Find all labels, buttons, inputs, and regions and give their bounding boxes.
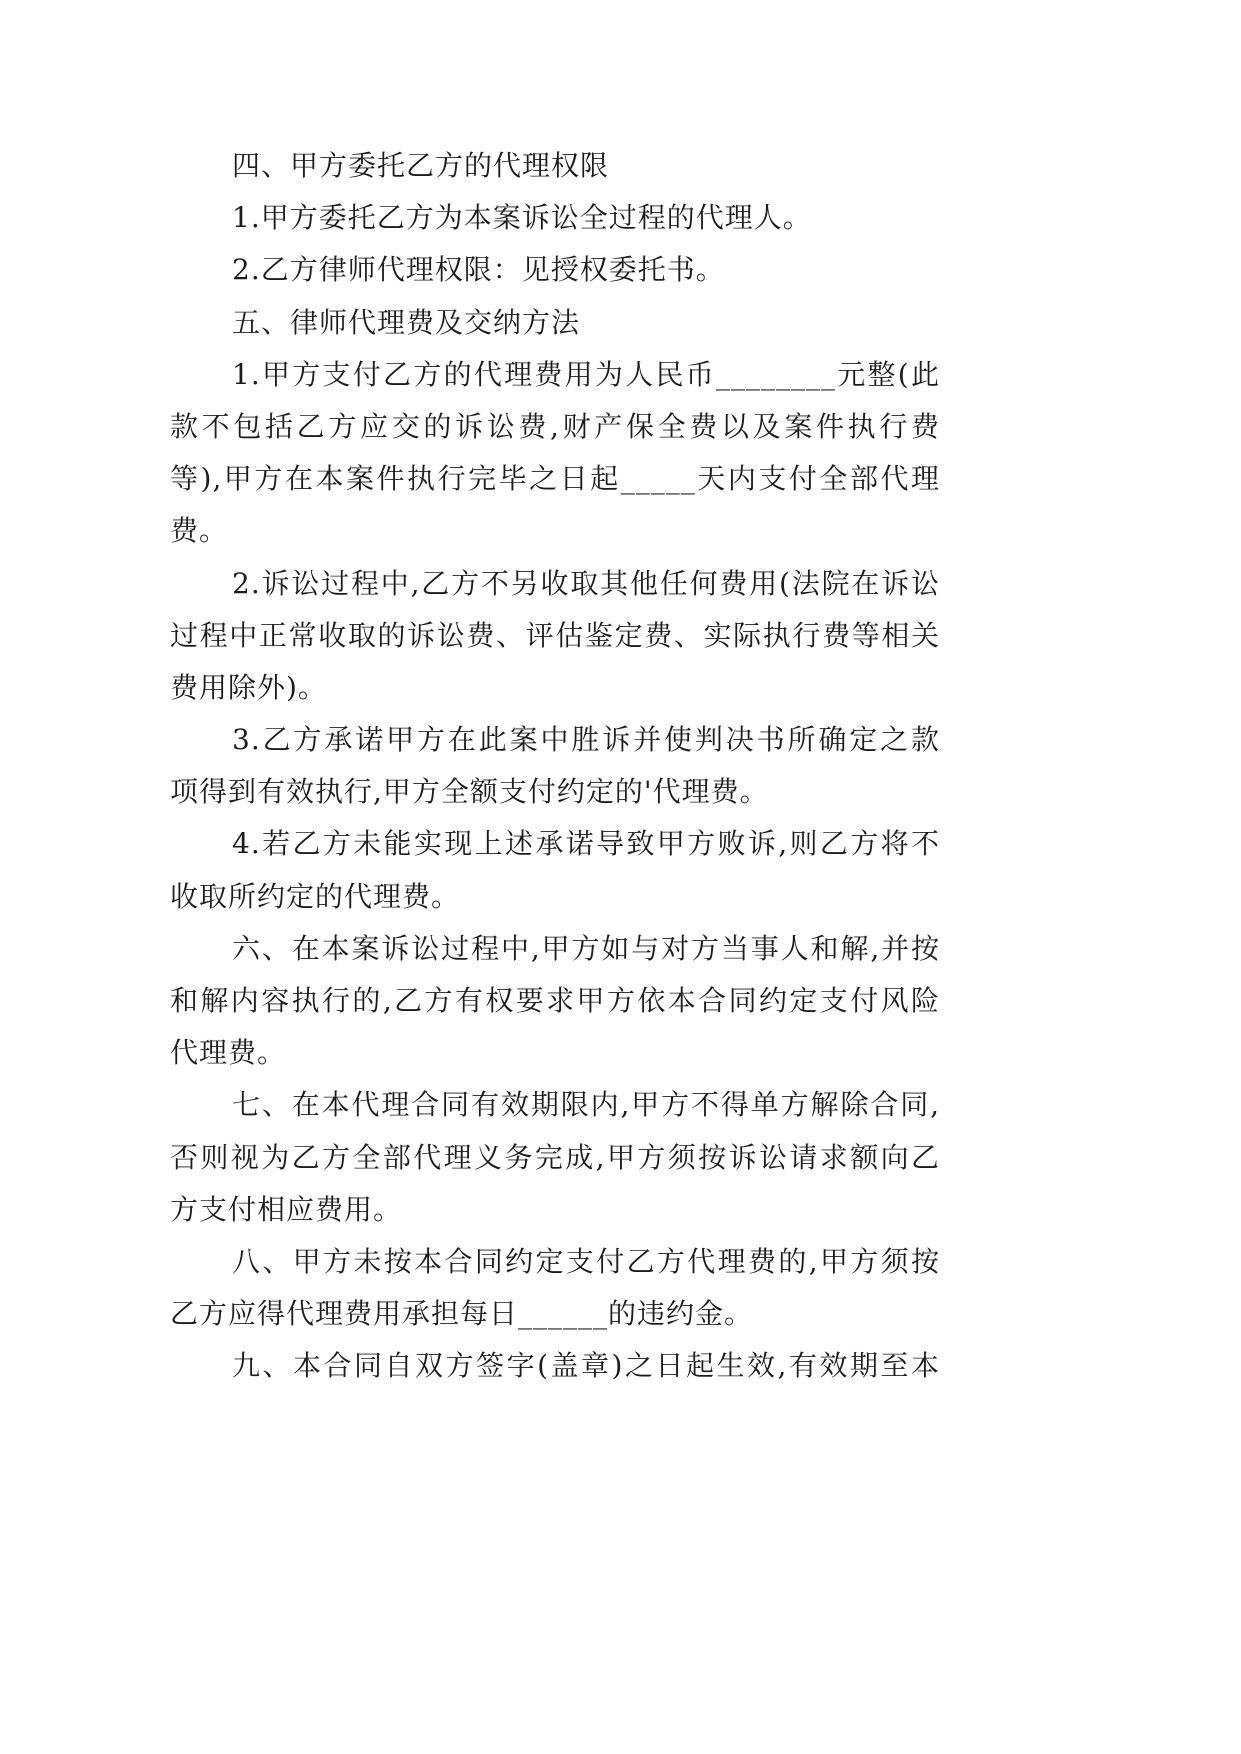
section-4-heading [170,140,940,192]
text-line: 否则视为乙方全部代理义务完成,甲方须按诉讼请求额向乙 [170,1140,940,1174]
text-line: 1.甲方委托乙方为本案诉讼全过程的代理人。 [232,201,812,235]
text-line: 乙方应得代理费用承担每日______的违约金。 [170,1297,754,1331]
section-8 [170,1236,940,1340]
section-4-item-1 [170,192,940,244]
section-4-item-2 [170,244,940,296]
text-line: 项得到有效执行,甲方全额支付约定的'代理费。 [170,775,769,809]
text-line: 九、本合同自双方签字(盖章)之日起生效,有效期至本 [232,1349,940,1383]
text-line: 4.若乙方未能实现上述承诺导致甲方败诉,则乙方将不 [232,827,940,861]
text-line: 等),甲方在本案件执行完毕之日起_____天内支付全部代理 [170,462,940,496]
text-line: 3.乙方承诺甲方在此案中胜诉并使判决书所确定之款 [232,723,940,757]
text-line: 七、在本代理合同有效期限内,甲方不得单方解除合同, [232,1088,940,1122]
text-line: 过程中正常收取的诉讼费、评估鉴定费、实际执行费等相关 [170,618,940,652]
text-line: 款不包括乙方应交的诉讼费,财产保全费以及案件执行费 [170,409,940,443]
text-line: 五、律师代理费及交纳方法 [232,305,581,339]
text-line: 费用除外)。 [170,670,327,704]
section-6 [170,923,940,1080]
text-line: 2.诉讼过程中,乙方不另收取其他任何费用(法院在诉讼 [232,566,940,600]
text-line: 代理费。 [170,1036,287,1070]
text-line: 六、在本案诉讼过程中,甲方如与对方当事人和解,并按 [232,931,940,965]
section-9 [170,1340,940,1392]
text-line: 费。 [170,514,229,548]
text-line: 1.甲方支付乙方的代理费用为人民币________元整(此 [232,357,940,391]
text-line: 方支付相应费用。 [170,1192,403,1226]
section-7 [170,1079,940,1236]
section-5-item-2 [170,558,940,715]
text-line: 和解内容执行的,乙方有权要求甲方依本合同约定支付风险 [170,984,940,1017]
text-line: 八、甲方未按本合同约定支付乙方代理费的,甲方须按 [232,1244,940,1278]
section-5-heading [170,297,940,349]
text-line: 收取所约定的代理费。 [170,879,461,913]
section-5-item-4 [170,818,940,922]
text-line: 2.乙方律师代理权限：见授权委托书。 [232,253,725,287]
section-5-item-1 [170,349,940,558]
section-5-item-3 [170,714,940,818]
text-line: 四、甲方委托乙方的代理权限 [232,149,610,182]
document-body [170,140,940,1393]
